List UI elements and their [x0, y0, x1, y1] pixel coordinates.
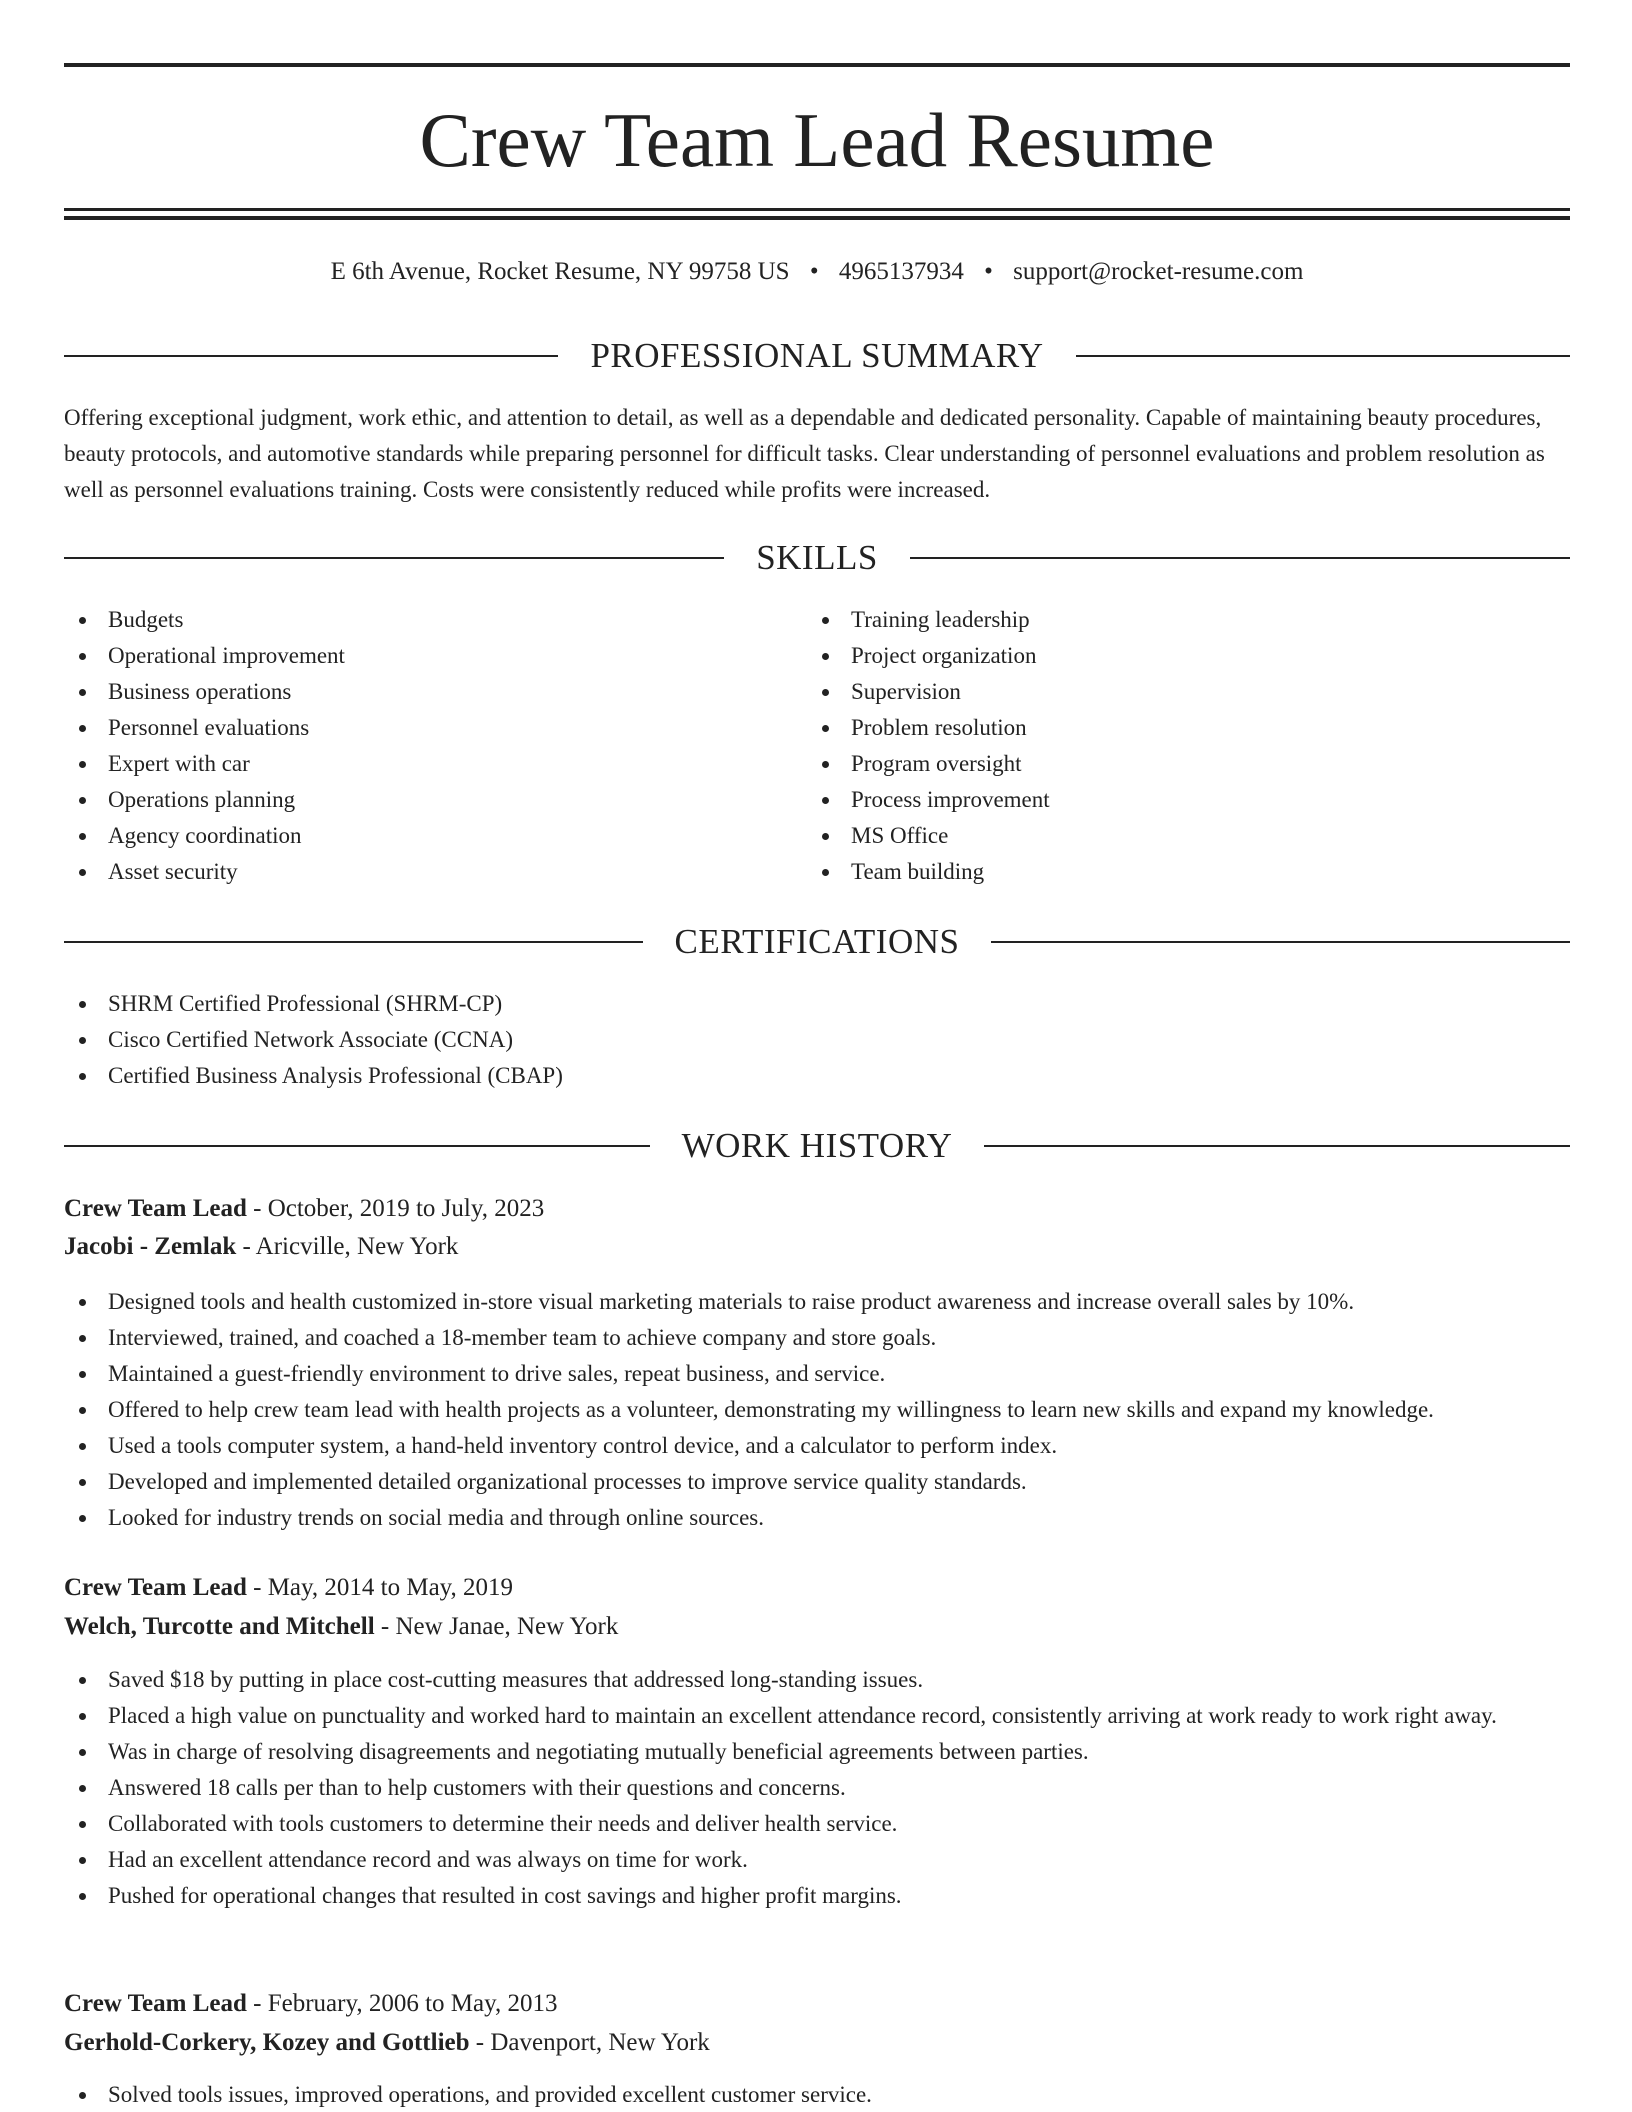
contact-address: E 6th Avenue, Rocket Resume, NY 99758 US — [330, 258, 790, 285]
section-heading-certifications — [64, 920, 1570, 964]
job-duty-item: Collaborated with tools customers to determine their needs and deliver health service. — [64, 1806, 1570, 1842]
skill-item: Training leadership — [807, 602, 1507, 638]
skill-item: Program oversight — [807, 746, 1507, 782]
job-duty-item: Placed a high value on punctuality and worked hard to maintain an excellent attendance record, consistently arriving at work ready to work right away. — [64, 1698, 1570, 1734]
skill-item: Agency coordination — [64, 818, 764, 854]
job-title: Crew Team Lead — [64, 1195, 247, 1222]
skills-list-left — [64, 602, 764, 890]
job-duty-item: Had an excellent attendance record and was always on time for work. — [64, 1842, 1570, 1878]
job-duties-list — [64, 1284, 1570, 1536]
contact-separator: • — [809, 258, 819, 285]
skill-item: MS Office — [807, 818, 1507, 854]
job-duty-item: Used a tools computer system, a hand-held inventory control device, and a calculator to perform index. — [64, 1428, 1570, 1464]
skill-item: Budgets — [64, 602, 764, 638]
job-duty-item: Offered to help crew team lead with health projects as a volunteer, demonstrating my willingness to learn new skills and expand my knowledge. — [64, 1392, 1570, 1428]
job-company: Jacobi - Zemlak — [64, 1233, 237, 1260]
heading-rule-left — [64, 557, 724, 559]
job-duty-item: Answered 18 calls per than to help customers with their questions and concerns. — [64, 1770, 1570, 1806]
certifications-list — [64, 986, 1570, 1094]
job-duty-item: Designed tools and health customized in-store visual marketing materials to raise product awareness and increase overall sales by 10%. — [64, 1284, 1570, 1320]
section-title: SKILLS — [756, 538, 878, 577]
job-duty-item: Looked for industry trends on social media and through online sources. — [64, 1500, 1570, 1536]
heading-rule-right — [984, 1145, 1570, 1147]
job-title-line: Crew Team Lead - May, 2014 to May, 2019 — [64, 1574, 514, 1601]
certification-item: SHRM Certified Professional (SHRM-CP) — [64, 986, 1570, 1022]
job-title-line: Crew Team Lead - February, 2006 to May, 2013 — [64, 1990, 558, 2017]
heading-rule-right — [910, 557, 1570, 559]
skill-item: Personnel evaluations — [64, 710, 764, 746]
certification-item: Certified Business Analysis Professional (CBAP) — [64, 1058, 1570, 1094]
summary-text: Offering exceptional judgment, work ethic, and attention to detail, as well as a dependable and dedicated personality. Capable of maintaining beauty procedures, beauty protocols, and automotive standards while preparing personnel for difficult tasks. Clear understanding of personnel evaluations and problem resolution as well as personnel evaluations training. Costs were consistently reduced while profits were increased. — [64, 405, 1545, 502]
job-duties-list — [64, 2077, 1570, 2112]
job-title-line: Crew Team Lead - October, 2019 to July, 2023 — [64, 1195, 545, 1222]
section-title: CERTIFICATIONS — [674, 922, 960, 961]
section-heading-skills — [64, 536, 1570, 580]
job-company: Welch, Turcotte and Mitchell — [64, 1613, 375, 1640]
section-heading-work-history — [64, 1124, 1570, 1168]
job-title: Crew Team Lead — [64, 1574, 247, 1601]
skill-item: Process improvement — [807, 782, 1507, 818]
job-location: Aricville, New York — [255, 1233, 459, 1260]
job-duty-item: Was in charge of resolving disagreements and negotiating mutually beneficial agreements between parties. — [64, 1734, 1570, 1770]
job-company: Gerhold-Corkery, Kozey and Gottlieb — [64, 2029, 470, 2056]
job-company-line: Gerhold-Corkery, Kozey and Gottlieb - Davenport, New York — [64, 2029, 710, 2056]
job-company-line: Jacobi - Zemlak - Aricville, New York — [64, 1233, 459, 1260]
contact-phone: 4965137934 — [838, 258, 964, 285]
header-top-rule — [64, 63, 1570, 67]
skill-item: Team building — [807, 854, 1507, 890]
resume-title: Crew Team Lead Resume — [419, 97, 1215, 183]
heading-rule-left — [64, 1145, 650, 1147]
job-duty-item: Maintained a guest-friendly environment to drive sales, repeat business, and service. — [64, 1356, 1570, 1392]
job-title: Crew Team Lead — [64, 1990, 247, 2017]
contact-email: support@rocket-resume.com — [1013, 258, 1304, 285]
job-duties-list — [64, 1662, 1570, 1914]
header-double-rule-lower — [64, 216, 1570, 220]
job-location: Davenport, New York — [490, 2029, 710, 2056]
heading-rule-right — [1076, 355, 1570, 357]
skill-item: Problem resolution — [807, 710, 1507, 746]
section-heading-summary — [64, 334, 1570, 378]
job-dates: February, 2006 to May, 2013 — [267, 1990, 558, 2017]
contact-separator: • — [984, 258, 993, 285]
skill-item: Operational improvement — [64, 638, 764, 674]
contact-line — [64, 255, 1570, 289]
skill-item: Expert with car — [64, 746, 764, 782]
section-title: PROFESSIONAL SUMMARY — [590, 336, 1044, 375]
job-duty-item: Solved tools issues, improved operations, and provided excellent customer service. — [64, 2077, 1570, 2112]
job-duty-item: Interviewed, trained, and coached a 18-member team to achieve company and store goals. — [64, 1320, 1570, 1356]
skill-item: Project organization — [807, 638, 1507, 674]
certification-item: Cisco Certified Network Associate (CCNA) — [64, 1022, 1570, 1058]
skill-item: Asset security — [64, 854, 764, 890]
skills-list-right — [807, 602, 1507, 890]
job-duty-item: Pushed for operational changes that resulted in cost savings and higher profit margins. — [64, 1878, 1570, 1914]
job-company-line: Welch, Turcotte and Mitchell - New Janae, New York — [64, 1613, 619, 1640]
job-duty-item: Developed and implemented detailed organizational processes to improve service quality standards. — [64, 1464, 1570, 1500]
header-double-rule-upper — [64, 208, 1570, 211]
heading-rule-left — [64, 355, 558, 357]
section-title: WORK HISTORY — [681, 1126, 953, 1165]
skill-item: Supervision — [807, 674, 1507, 710]
job-dates: May, 2014 to May, 2019 — [267, 1574, 514, 1601]
heading-rule-right — [991, 941, 1570, 943]
job-dates: October, 2019 to July, 2023 — [267, 1195, 545, 1222]
skill-item: Business operations — [64, 674, 764, 710]
job-location: New Janae, New York — [395, 1613, 619, 1640]
heading-rule-left — [64, 941, 643, 943]
skill-item: Operations planning — [64, 782, 764, 818]
job-duty-item: Saved $18 by putting in place cost-cutting measures that addressed long-standing issues. — [64, 1662, 1570, 1698]
